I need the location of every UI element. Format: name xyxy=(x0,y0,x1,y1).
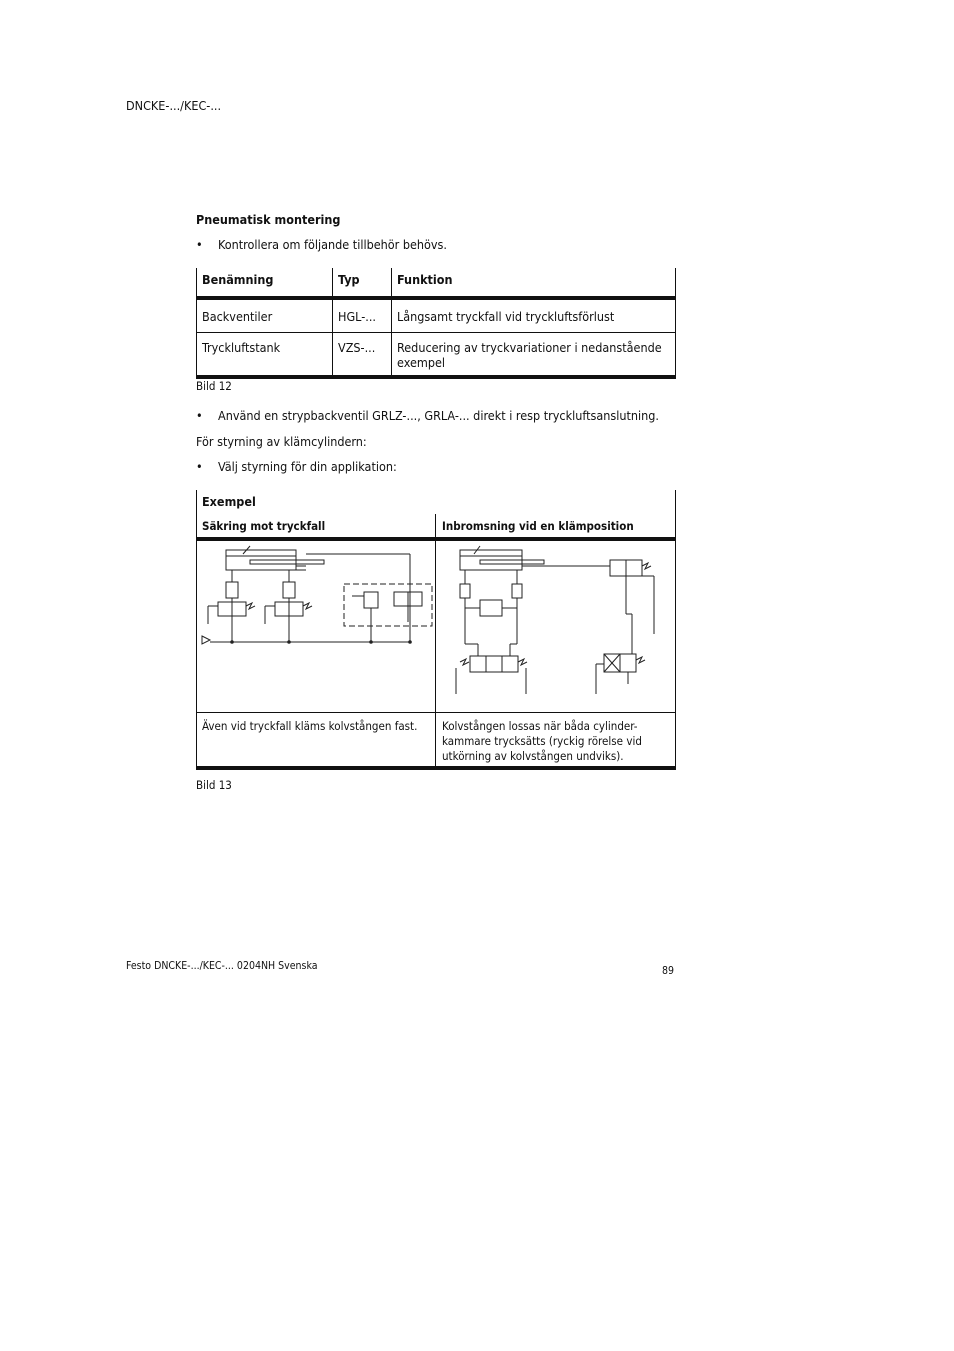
table-header-function: Funktion xyxy=(392,268,676,298)
table-cell-function: Långsamt tryckfall vid tryckluftsförlust xyxy=(392,298,676,333)
bullet-text: Använd en strypbackventil GRLZ-..., GRLA-... direkt i resp tryckluftsanslutning. xyxy=(218,408,660,423)
table-row xyxy=(197,298,676,333)
example-desc-left: Även vid tryckfall kläms kolvstången fast. xyxy=(202,719,418,733)
table-cell-type: HGL-... xyxy=(333,298,392,333)
table-cell-function: Reducering av tryckvariationer i nedanstående exempel xyxy=(392,333,676,378)
table-header-name: Benämning xyxy=(197,268,333,298)
bullet-throttle-valve xyxy=(196,408,676,424)
table-cell-type: VZS-... xyxy=(333,333,392,378)
column-divider xyxy=(435,514,436,766)
document-header: DNCKE-.../KEC-... xyxy=(126,98,222,113)
bullet-text: Välj styrning för din applikation: xyxy=(218,459,397,474)
table-row xyxy=(197,333,676,378)
table-header-type: Typ xyxy=(333,268,392,298)
example-desc-right: Kolvstången lossas när båda cylinder-kammare trycksätts (ryckig rörelse vid utkörning av kolvstången undviks). xyxy=(442,719,642,763)
table-cell-name: Backventiler xyxy=(197,298,333,333)
page-number: 89 xyxy=(662,965,675,977)
table-cell-name: Tryckluftstank xyxy=(197,333,333,378)
bullet-mark: • xyxy=(196,459,203,474)
row-rule xyxy=(196,712,676,713)
example-table xyxy=(196,490,676,770)
bullet-mark: • xyxy=(196,237,203,252)
example-title: Exempel xyxy=(202,494,256,509)
section-title: Pneumatisk montering xyxy=(196,212,341,227)
column-header-right: Inbromsning vid en klämposition xyxy=(442,519,634,533)
accessories-table xyxy=(196,268,676,379)
bullet-choose-control xyxy=(196,459,676,475)
figure-caption-12: Bild 12 xyxy=(196,379,232,393)
bullet-text: Kontrollera om följande tillbehör behövs. xyxy=(218,237,447,252)
circuit-diagram-pressure-safety xyxy=(198,544,434,710)
header-rule xyxy=(196,537,676,541)
bullet-mark: • xyxy=(196,408,203,423)
bullet-check-accessories xyxy=(196,237,676,253)
circuit-diagram-clamp-braking xyxy=(438,544,674,710)
bottom-rule xyxy=(196,766,676,770)
column-header-left: Säkring mot tryckfall xyxy=(202,519,326,533)
control-intro-text: För styrning av klämcylindern: xyxy=(196,434,367,449)
figure-caption-13: Bild 13 xyxy=(196,778,232,792)
footer-document-id: Festo DNCKE-.../KEC-... 0204NH Svenska xyxy=(126,960,318,972)
